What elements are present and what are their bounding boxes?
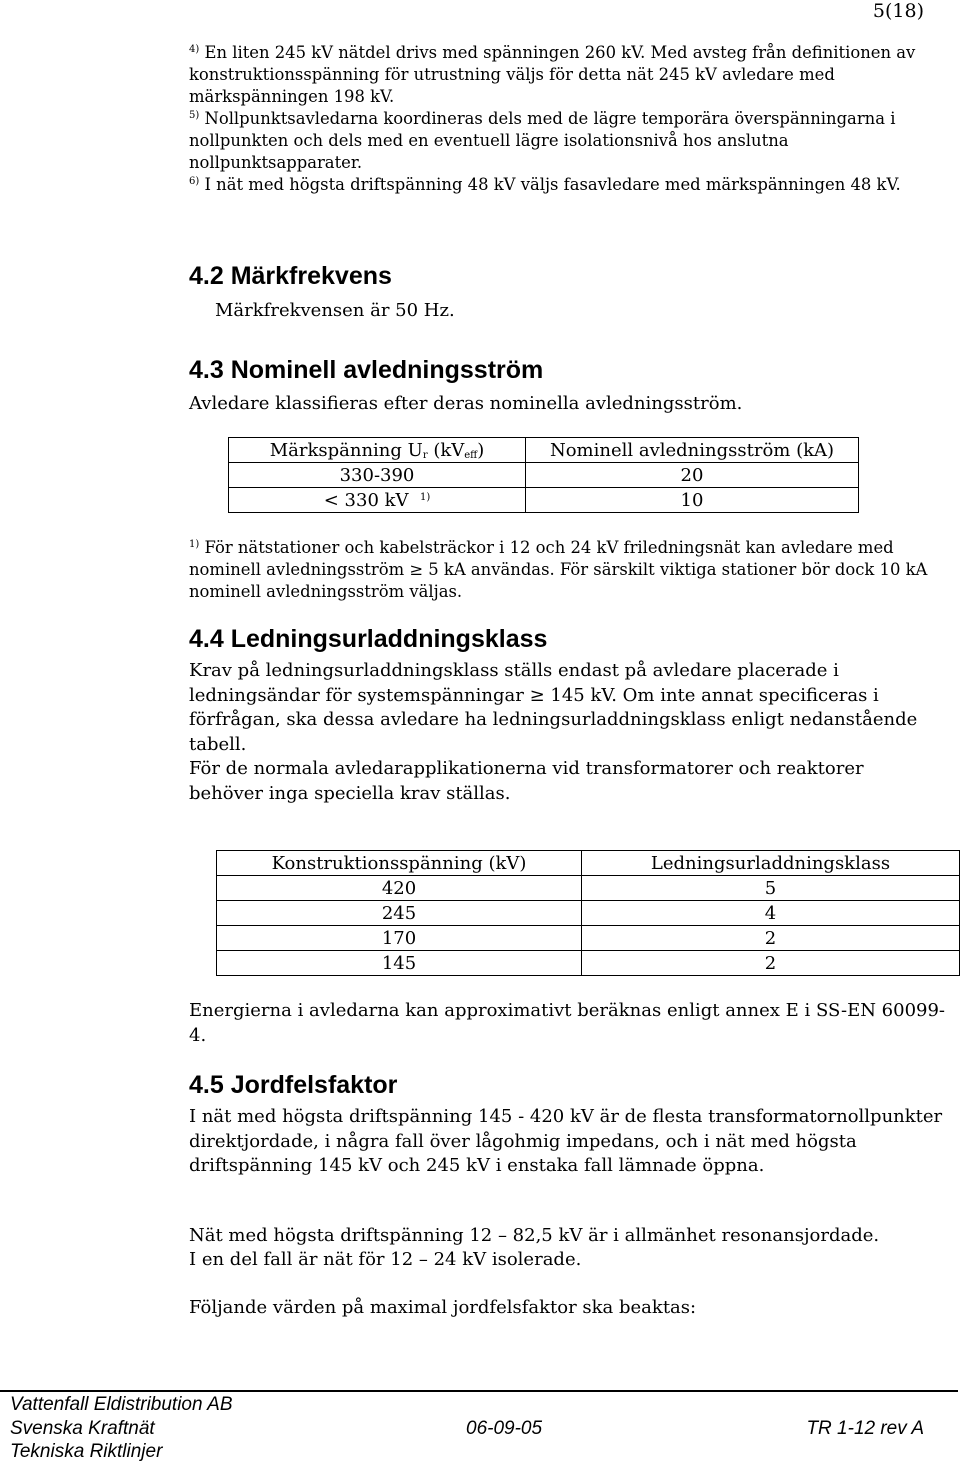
footnote-4	[189, 42, 931, 108]
footnote-text: En liten 245 kV nätdel drivs med spänningen 260 kV. Med avsteg från definitionen av konstruktionsspänning för utrustning väljs för detta nät 245 kV avledare med märkspänningen 198 kV.	[189, 43, 916, 106]
footnote-mark: 6)	[189, 176, 200, 187]
table-row	[229, 488, 859, 513]
section-4-5-para3: Följande värden på maximal jordfelsfaktor ska beaktas:	[189, 1297, 697, 1318]
table-header-cell: Ledningsurladdningsklass	[582, 851, 960, 876]
table-header-cell: Konstruktionsspänning (kV)	[217, 851, 582, 876]
table-header-cell: Nominell avledningsström (kA)	[526, 438, 859, 463]
table-footnote	[189, 537, 934, 603]
table-cell: 5	[582, 876, 960, 901]
line-discharge-class-table	[216, 850, 960, 976]
paragraph: För de normala avledarapplikationerna vid transformatorer och reaktorer behöver inga speciella krav ställas.	[189, 758, 864, 804]
table-cell: 4	[582, 901, 960, 926]
table-row	[217, 951, 960, 976]
table-header-cell: Märkspänning $U_r$ $(kV_{eff})$	[229, 438, 526, 463]
section-heading-4-5: 4.5 Jordfelsfaktor	[189, 1071, 398, 1099]
footer-doc-id: TR 1-12 rev A	[806, 1418, 924, 1439]
section-heading-4-3: 4.3 Nominell avledningsström	[189, 356, 544, 384]
table-row	[217, 926, 960, 951]
page-number: 5(18)	[872, 0, 924, 22]
table-row	[217, 901, 960, 926]
footnote-text: Nollpunktsavledarna koordineras dels med de lägre temporära överspänningarna i nollpunkten och dels med en eventuell lägre isolationsnivå hos anslutna nollpunktsapparater.	[189, 109, 896, 172]
footnote-ref: 1)	[419, 491, 431, 503]
table-header-row	[229, 438, 859, 463]
footer-org: Svenska Kraftnät	[10, 1418, 155, 1439]
paragraph: Krav på ledningsurladdningsklass ställs endast på avledare placerade i ledningsändar för systemspänningar ≥ 145 kV. Om inte annat specificeras i förfrågan, ska dessa avledare ha ledningsurladdningsklass enligt nedanstående tabell.	[189, 660, 918, 755]
footnote-text: För nätstationer och kabelsträckor i 12 och 24 kV friledningsnät kan avledare med nominell avledningsström ≥ 5 kA användas. För särskilt viktiga stationer bör dock 10 kA nominell avledningsström väljas.	[189, 538, 928, 601]
section-4-5-para2a: Nät med högsta driftspänning 12 – 82,5 kV är i allmänhet resonansjordade.	[189, 1225, 880, 1246]
table-cell: 245	[217, 901, 582, 926]
table-header-row	[217, 851, 960, 876]
section-4-5-para2b: I en del fall är nät för 12 – 24 kV isolerade.	[189, 1249, 582, 1270]
footnote-6	[189, 174, 931, 196]
footer-rule	[0, 1390, 958, 1392]
footnote-mark: 1)	[189, 539, 200, 550]
table-cell: 170	[217, 926, 582, 951]
section-4-2-text: Märkfrekvensen är 50 Hz.	[215, 300, 455, 321]
table-cell: 2	[582, 926, 960, 951]
table-cell: 420	[217, 876, 582, 901]
footnote-mark: 5)	[189, 110, 200, 121]
footnote-mark: 4)	[189, 44, 200, 55]
section-4-3-text: Avledare klassifieras efter deras nominella avledningsström.	[189, 393, 743, 414]
footer-series: Tekniska Riktlinjer	[10, 1441, 163, 1462]
table-row	[229, 463, 859, 488]
footnote-text: I nät med högsta driftspänning 48 kV väljs fasavledare med märkspänningen 48 kV.	[204, 175, 901, 194]
table-cell: 330-390	[229, 463, 526, 488]
table-cell: 2	[582, 951, 960, 976]
footer-date: 06-09-05	[466, 1418, 543, 1439]
footnote-5	[189, 108, 931, 174]
table-cell: < 330 kV $^{1)}$	[229, 488, 526, 513]
section-4-4-energy-text: Energierna i avledarna kan approximativt beräknas enligt annex E i SS-EN 60099-4.	[189, 1000, 946, 1046]
section-heading-4-4: 4.4 Ledningsurladdningsklass	[189, 625, 548, 653]
section-4-4-body	[189, 659, 934, 806]
table-cell: 20	[526, 463, 859, 488]
table-row	[217, 876, 960, 901]
section-4-5-para1: I nät med högsta driftspänning 145 - 420 kV är de flesta transformatornollpunkter direktjordade, i några fall över lågohmig impedans, och i nät med högsta driftspänning 145 kV och 245 kV i enstaka fall lämnade öppna.	[189, 1106, 943, 1176]
table-cell: 145	[217, 951, 582, 976]
discharge-current-table	[228, 437, 859, 513]
table-cell: 10	[526, 488, 859, 513]
top-footnotes	[189, 42, 931, 196]
footer-company: Vattenfall Eldistribution AB	[10, 1394, 233, 1415]
section-heading-4-2: 4.2 Märkfrekvens	[189, 262, 392, 290]
